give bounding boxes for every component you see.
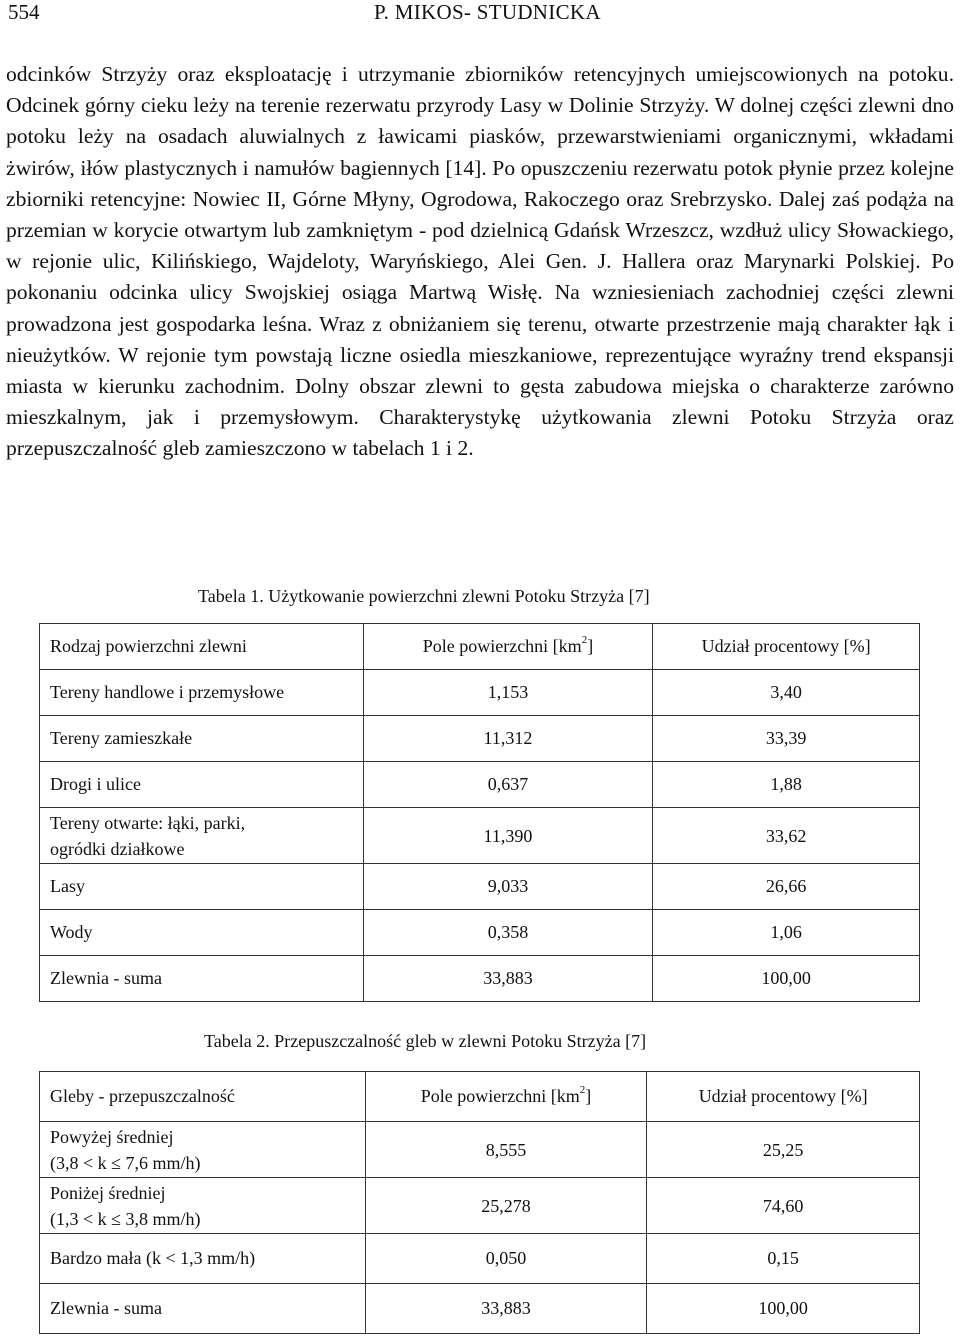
table1-header-share: Udział procentowy [%] <box>653 624 920 670</box>
table1-header-area-text: Pole powierzchni [km <box>422 636 582 656</box>
table1-cell-name: Drogi i ulice <box>40 762 364 808</box>
table1-cell-share: 3,40 <box>653 670 920 716</box>
table2-cell-name: Bardzo mała (k < 1,3 mm/h) <box>40 1234 366 1284</box>
table2-header-soil-type: Gleby - przepuszczalność <box>40 1072 366 1122</box>
table-row <box>40 956 920 1002</box>
table1-header-row <box>40 624 920 670</box>
table1-cell-name: Zlewnia - suma <box>40 956 364 1002</box>
table2-cell-share: 74,60 <box>647 1178 920 1234</box>
table-row <box>40 910 920 956</box>
table1-caption-label: Tabela 1. <box>198 586 264 606</box>
table2-header-area-text: Pole powierzchni [km <box>420 1086 580 1106</box>
table2-cell-share: 25,25 <box>647 1122 920 1178</box>
table-row <box>40 864 920 910</box>
table2-caption <box>0 1031 960 1052</box>
table2-cell-name: Zlewnia - suma <box>40 1284 366 1334</box>
table-row <box>40 1284 920 1334</box>
table1-cell-name: Wody <box>40 910 364 956</box>
table1-cell-area: 0,358 <box>363 910 653 956</box>
table-row <box>40 1122 920 1178</box>
table1-cell-area: 11,390 <box>363 808 653 864</box>
table1-cell-name-line1: Tereny otwarte: łąki, parki, <box>50 812 246 833</box>
table2-cell-area: 25,278 <box>365 1178 647 1234</box>
table2-cell-name-line1: Powyżej średniej <box>50 1126 174 1147</box>
table2 <box>39 1071 920 1334</box>
table1-cell-name: Tereny zamieszkałe <box>40 716 364 762</box>
table1-cell-area: 0,637 <box>363 762 653 808</box>
table2-caption-label: Tabela 2. <box>204 1031 270 1051</box>
table1-header-area-exponent: 2 <box>581 634 588 646</box>
table1-cell-area: 9,033 <box>363 864 653 910</box>
table2-caption-text: Przepuszczalność gleb w zlewni Potoku Strzyża [7] <box>269 1031 647 1051</box>
table-row <box>40 1234 920 1284</box>
table1-header-area <box>363 624 653 670</box>
table2-header-area-bracket: ] <box>585 1086 592 1106</box>
table1-cell-share: 33,62 <box>653 808 920 864</box>
table1-header-area-bracket: ] <box>587 636 594 656</box>
page-header <box>0 0 960 30</box>
table1-cell-name-line2: ogródki działkowe <box>50 838 185 859</box>
table1-cell-share: 1,88 <box>653 762 920 808</box>
table-row <box>40 808 920 864</box>
table2-header-area <box>365 1072 647 1122</box>
table2-cell-area: 33,883 <box>365 1284 647 1334</box>
table1-cell-area: 33,883 <box>363 956 653 1002</box>
table1-cell-name: Lasy <box>40 864 364 910</box>
table2-cell-share: 0,15 <box>647 1234 920 1284</box>
table2-header-area-exponent: 2 <box>579 1084 586 1096</box>
page-number: 554 <box>8 0 40 24</box>
table2-cell-area: 8,555 <box>365 1122 647 1178</box>
table1-cell-name <box>40 808 364 864</box>
table-row <box>40 762 920 808</box>
table1-caption <box>0 586 960 607</box>
table2-cell-name <box>40 1122 366 1178</box>
table1-cell-name: Tereny handlowe i przemysłowe <box>40 670 364 716</box>
table1-cell-area: 11,312 <box>363 716 653 762</box>
table2-header-share: Udział procentowy [%] <box>647 1072 920 1122</box>
table1-caption-text: Użytkowanie powierzchni zlewni Potoku Strzyża [7] <box>263 586 650 606</box>
table1-cell-share: 100,00 <box>653 956 920 1002</box>
table-row <box>40 1178 920 1234</box>
running-title: P. MIKOS- STUDNICKA <box>374 0 601 24</box>
table2-cell-name-line2: (3,8 < k ≤ 7,6 mm/h) <box>50 1152 201 1173</box>
table1-cell-area: 1,153 <box>363 670 653 716</box>
table2-cell-name-line1: Poniżej średniej <box>50 1182 166 1203</box>
table-row <box>40 670 920 716</box>
table2-cell-name-line2: (1,3 < k ≤ 3,8 mm/h) <box>50 1208 201 1229</box>
table1-cell-share: 26,66 <box>653 864 920 910</box>
table1-header-surface-type: Rodzaj powierzchni zlewni <box>40 624 364 670</box>
table1-cell-share: 1,06 <box>653 910 920 956</box>
table2-header-row <box>40 1072 920 1122</box>
table2-cell-area: 0,050 <box>365 1234 647 1284</box>
table2-cell-share: 100,00 <box>647 1284 920 1334</box>
table1-cell-share: 33,39 <box>653 716 920 762</box>
body-paragraph: odcinków Strzyży oraz eksploatację i utrzymanie zbiorników retencyjnych umiejscowionych na potoku. Odcinek górny cieku leży na terenie rezerwatu przyrody Lasy w Dolinie Strzyży. W dolnej części zlewni dno potoku leży na osadach aluwialnych z ławicami piasków, przewarstwieniami organicznymi, wkładami żwirów, iłów plastycznych i namułów bagiennych [14]. Po opuszczeniu rezerwatu potok płynie przez kolejne zbiorniki retencyjne: Nowiec II, Górne Młyny, Ogrodowa, Rakoczego oraz Srebrzysko. Dalej zaś podąża na przemian w korycie otwartym lub zamkniętym - pod dzielnicą Gdańsk Wrzeszcz, wzdłuż ulicy Słowackiego, w rejonie ulic, Kilińskiego, Wajdeloty, Waryńskiego, Alei Gen. J. Hallera oraz Marynarki Polskiej. Po pokonaniu odcinka ulicy Swojskiej osiąga Martwą Wisłę. Na wzniesieniach zachodniej części zlewni prowadzona jest gospodarka leśna. Wraz z obniżaniem się terenu, otwarte przestrzenie mają charakter łąk i nieużytków. W rejonie tym powstają liczne osiedla mieszkaniowe, reprezentujące wyraźny trend ekspansji miasta w kierunku zachodnim. Dolny obszar zlewni to gęsta zabudowa miejska o charakterze zarówno mieszkalnym, jak i przemysłowym. Charakterystykę użytkowania zlewni Potoku Strzyża oraz przepuszczalność gleb zamieszczono w tabelach 1 i 2. <box>6 62 954 461</box>
table-row <box>40 716 920 762</box>
table1 <box>39 623 920 1002</box>
table2-cell-name <box>40 1178 366 1234</box>
